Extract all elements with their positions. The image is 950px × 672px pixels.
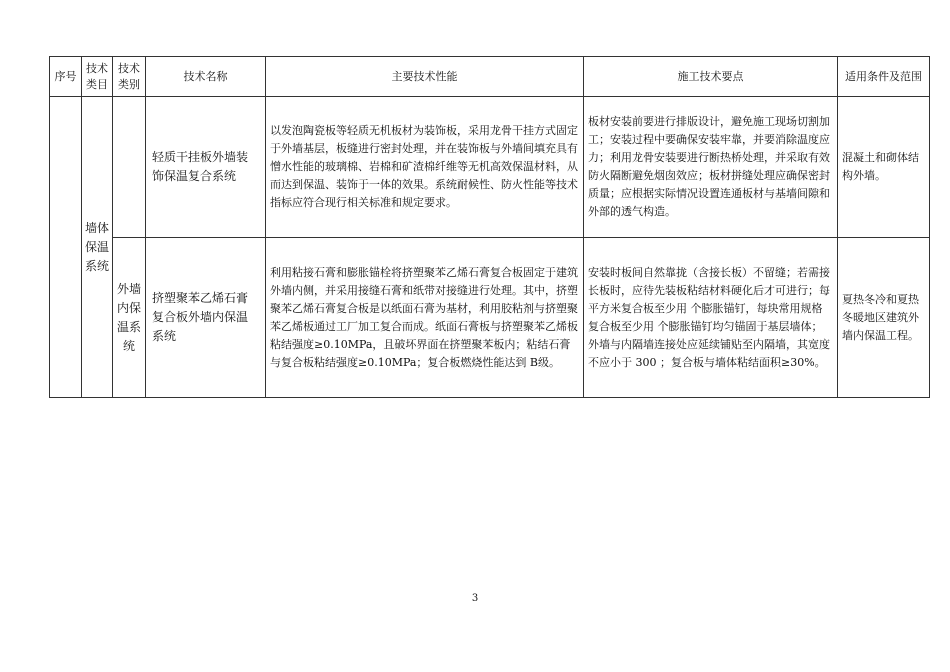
performance-cell: 以发泡陶瓷板等轻质无机板材为装饰板，采用龙骨干挂方式固定于外墙基层，板缝进行密封处理，并在装饰板与外墙间填充具有憎水性能的玻璃棉、岩棉和矿渣棉纤维等无机高效保温材料，从而达到保温、装饰于一体的效果。系统耐候性、防火性能等技术指标应符合现行相关标准和规定要求。 bbox=[266, 97, 584, 238]
type-cell bbox=[113, 97, 146, 238]
technology-table bbox=[49, 56, 930, 398]
construction-cell: 安装时板间自然靠拢（含接长板）不留缝；若需接长板时，应待先装板粘结材料硬化后才可进行；每平方米复合板至少用 个膨胀锚钉，每块常用规格复合板至少用 个膨胀锚钉均匀锚固于基层墙体；外墙与内隔墙连接处应延续铺贴至内隔墙，其宽度不应小于 300 ；复合板与墙体粘结面积≥30%。 bbox=[584, 238, 838, 398]
name-cell: 轻质干挂板外墙装饰保温复合系统 bbox=[146, 97, 266, 238]
construction-cell: 板材安装前要进行排版设计，避免施工现场切割加工；安装过程中要确保安装牢靠，并要消除温度应力；利用龙骨安装要进行断热桥处理，并采取有效防火隔断避免烟囱效应；板材拼缝处理应确保密封质量；应根据实际情况设置连通板材与基墙间隙和外部的透气构造。 bbox=[584, 97, 838, 238]
scope-cell: 夏热冬冷和夏热冬暖地区建筑外墙内保温工程。 bbox=[838, 238, 930, 398]
header-seq: 序号 bbox=[50, 57, 82, 97]
table-row bbox=[50, 97, 930, 238]
header-scope: 适用条件及范围 bbox=[838, 57, 930, 97]
category-cell: 墙体保温系统 bbox=[82, 97, 113, 398]
type-cell: 外墙内保温系统 bbox=[113, 238, 146, 398]
header-name: 技术名称 bbox=[146, 57, 266, 97]
page-number: 3 bbox=[471, 593, 479, 604]
header-category: 技术类目 bbox=[82, 57, 113, 97]
seq-cell bbox=[50, 97, 82, 398]
scope-cell: 混凝土和砌体结构外墙。 bbox=[838, 97, 930, 238]
name-cell: 挤塑聚苯乙烯石膏复合板外墙内保温系统 bbox=[146, 238, 266, 398]
header-row bbox=[50, 57, 930, 97]
header-performance: 主要技术性能 bbox=[266, 57, 584, 97]
performance-cell: 利用粘接石膏和膨胀锚栓将挤塑聚苯乙烯石膏复合板固定于建筑外墙内侧，并采用接缝石膏和纸带对接缝进行处理。其中，挤塑聚苯乙烯石膏复合板是以纸面石膏为基材，利用胶粘剂与挤塑聚苯乙烯板通过工厂加工复合而成。纸面石膏板与挤塑聚苯乙烯板粘结强度≥0.10MPa，且破坏界面在挤塑聚苯板内；粘结石膏与复合板粘结强度≥0.10MPa；复合板燃烧性能达到 B级。 bbox=[266, 238, 584, 398]
header-construction: 施工技术要点 bbox=[584, 57, 838, 97]
table-row bbox=[50, 238, 930, 398]
header-type: 技术类别 bbox=[113, 57, 146, 97]
